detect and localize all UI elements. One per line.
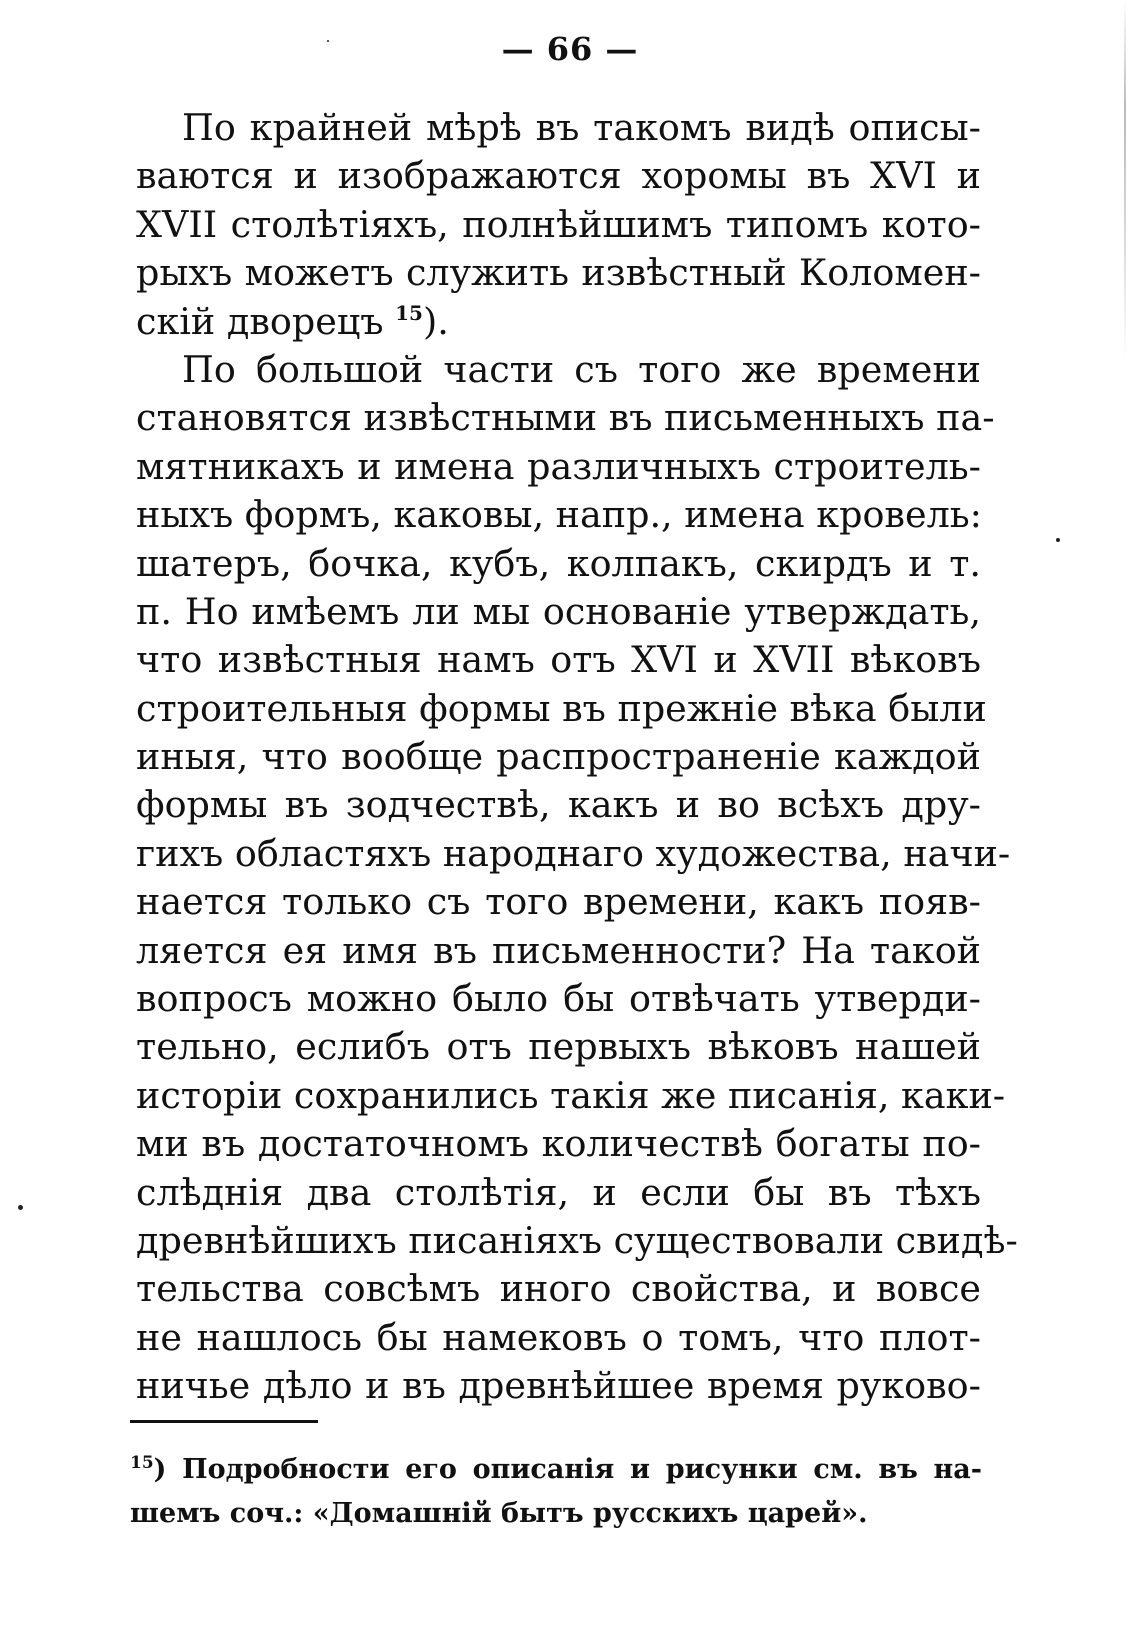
text-fragment: скій дворецъ — [136, 299, 396, 343]
footnote-separator — [130, 1420, 318, 1423]
text-line: тельства совсѣмъ иного свойства, и вовсе — [136, 1267, 981, 1311]
text-line: формы въ зодчествѣ, какъ и во всѣхъ дру- — [136, 783, 981, 827]
text-line: ляется ея имя въ письменности? На такой — [136, 928, 981, 972]
text-line: слѣднія два столѣтія, и если бы въ тѣхъ — [136, 1170, 981, 1214]
footnote-reference[interactable]: 15 — [395, 300, 423, 325]
text-line: ваются и изображаются хоромы въ XVI и — [136, 154, 981, 198]
print-speck — [18, 1205, 23, 1210]
footnote-text: ) Подробности его описанія и рисунки см. въ на- — [153, 1454, 982, 1485]
text-line: древнѣйшихъ писаніяхъ существовали свидѣ- — [136, 1218, 1018, 1262]
footnote-line: шемъ соч.: «Домашній бытъ русскихъ царей». — [130, 1498, 868, 1529]
text-line — [136, 298, 981, 346]
text-line: ныхъ формъ, каковы, напр., имена кровель: — [136, 493, 982, 537]
text-line: не нашлось бы намековъ о томъ, что плот- — [136, 1315, 981, 1359]
text-line: ми въ достаточномъ количествѣ богаты по- — [136, 1122, 981, 1166]
text-fragment: ). — [422, 299, 449, 343]
page-number: — 66 — — [501, 30, 639, 68]
text-line: становятся извѣстными въ письменныхъ па- — [136, 396, 995, 440]
text-line: иныя, что вообще распространеніе каждой — [136, 735, 981, 779]
text-line: шатеръ, бочка, кубъ, колпакъ, скирдъ и т. — [136, 541, 981, 585]
print-speck — [1056, 538, 1060, 542]
text-line: По большой части съ того же времени — [182, 347, 981, 391]
text-line: п. Но имѣемъ ли мы основаніе утверждать, — [136, 589, 981, 633]
text-line: вопросъ можно было бы отвѣчать утверди- — [136, 977, 981, 1021]
text-line: тельно, еслибъ отъ первыхъ вѣковъ нашей — [136, 1025, 981, 1069]
text-line: ничье дѣло и въ древнѣйшее время руково- — [136, 1364, 981, 1408]
text-line: По крайней мѣрѣ въ такомъ видѣ описы- — [182, 106, 981, 149]
text-line: исторіи сохранились такія же писанія, каки- — [136, 1073, 1006, 1117]
text-line: строительныя формы въ прежніе вѣка были — [136, 686, 987, 730]
footnote-mark: 15 — [130, 1453, 154, 1473]
paragraph-2 — [136, 346, 1018, 1411]
text-line: мятникахъ и имена различныхъ строитель- — [136, 444, 981, 488]
text-line: гихъ областяхъ народнаго художества, начи- — [136, 831, 1011, 875]
footnote — [130, 1448, 982, 1536]
text-line: нается только съ того времени, какъ появ- — [136, 880, 981, 924]
text-line: что извѣстныя намъ отъ XVI и XVII вѣковъ — [136, 638, 982, 682]
paragraph-1 — [136, 104, 981, 346]
text-line: XVII столѣтіяхъ, полнѣйшимъ типомъ кото- — [136, 202, 981, 246]
text-line: рыхъ можетъ служить извѣстный Коломен- — [136, 251, 981, 295]
footnote-line — [130, 1448, 982, 1492]
body-text — [136, 104, 1018, 1411]
